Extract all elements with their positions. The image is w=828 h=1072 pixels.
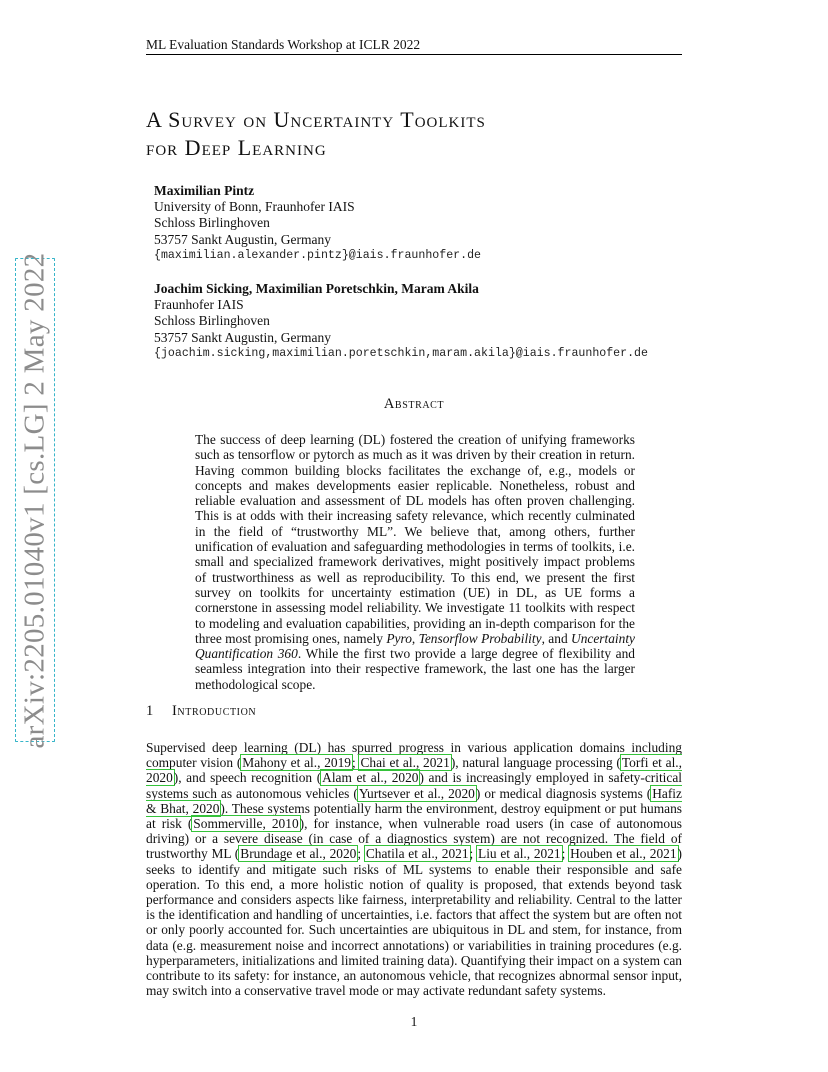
body-text: ), and speech recognition ( (173, 770, 322, 786)
author-names: Joachim Sicking, Maximilian Poretschkin, Maram Akila (154, 281, 479, 296)
page-number: 1 (410, 1014, 418, 1029)
arxiv-stamp-link[interactable] (15, 252, 55, 748)
author-block-2 (154, 281, 714, 362)
title-line-2: for Deep Learning (146, 135, 327, 160)
citation-link[interactable]: Hafiz & Bhat, 2020 (146, 785, 682, 816)
body-text: ), natural language processing ( (450, 755, 621, 771)
section-heading-introduction (146, 703, 682, 720)
author-block-1 (154, 183, 714, 264)
body-text: Supervised deep learning (DL) has spurred progress in various application domains including computer vision ( (146, 740, 682, 771)
section-number: 1 (146, 703, 154, 719)
body-text: ; (469, 846, 478, 862)
body-text: ), for instance, when vulnerable road users (in case of autonomous driving) or a severe disease (in case of a diagnostics system) are not recognized. The field of trustworthy ML ( (146, 816, 683, 862)
body-text: ) and is increasingly employed in safety-critical systems such as autonomous vehicles ( (146, 770, 683, 801)
affiliation-line: University of Bonn, Fraunhofer IAIS (154, 199, 355, 215)
toolkit-name-uq360: Uncertainty Quantification 360 (195, 630, 635, 662)
body-text: ; (351, 755, 360, 771)
citation-link[interactable]: Mahony et al., 2019 (242, 755, 351, 771)
body-text: ). These systems potentially harm the environment, destroy equipment or put humans at risk ( (146, 800, 682, 832)
arxiv-id: arXiv:2205.01040v1 [cs.LG] 2 May 2022 (18, 252, 51, 748)
body-text: ; (357, 846, 365, 862)
abstract-separator: , (411, 630, 419, 646)
toolkit-name-tfp: Tensorflow Probability (418, 630, 542, 646)
affiliation-line: 53757 Sankt Augustin, Germany (154, 329, 331, 345)
body-text: ; (561, 846, 570, 862)
author-name: Maximilian Pintz (154, 183, 255, 198)
abstract-text (195, 432, 635, 692)
paper-title (146, 106, 706, 162)
toolkit-name-pyro: Pyro (386, 630, 412, 646)
citation-link[interactable]: Torfi et al., 2020 (146, 755, 682, 786)
affiliation-line: Schloss Birlinghoven (154, 215, 270, 231)
body-text: ) or medical diagnosis systems ( (475, 785, 652, 801)
abstract-heading: Abstract (383, 396, 445, 412)
abstract-text-part: The success of deep learning (DL) fostered the creation of unifying frameworks such as tensorflow or pytorch as much as it was driven by their creation in return. Having common building blocks facilitates the exchange of, e.g., models or concepts and makes developments easier replicable. Nonetheless, robust and reliable evaluation and assessment of DL models has often proven challenging. This is at odds with their increasing safety relevance, which recently culminated in the field of “trustworthy ML”. We believe that, among others, further unification of evaluation and safeguarding methodologies in terms of toolkits, i.e. small and specialized framework derivatives, might positively impact problems of trustworthiness as well as reproducibility. To this end, we present the first survey on toolkits for uncertainty estimation (UE) in DL, as UE forms a cornerstone in assessing model reliability. We investigate 11 toolkits with respect to modeling and evaluation capabilities, providing an in-depth comparison for the three most promising ones, namely (195, 432, 635, 646)
citation-link[interactable]: Chatila et al., 2021 (365, 846, 469, 862)
abstract-text-part: . While the first two provide a large degree of flexibility and seamless integration into their respective framework, the last one has the larger methodological scope. (195, 646, 635, 692)
citation-link[interactable]: Brundage et al., 2020 (240, 846, 357, 862)
introduction-paragraph (146, 740, 682, 998)
citation-link[interactable]: Sommerville, 2010 (193, 816, 299, 832)
citation-link[interactable]: Alam et al., 2020 (322, 770, 419, 786)
citation-link[interactable]: Yurtsever et al., 2020 (358, 785, 475, 801)
citation-link[interactable]: Chai et al., 2021 (360, 755, 450, 771)
abstract-separator: , and (541, 630, 572, 646)
author-email: {joachim.sicking,maximilian.poretschkin,maram.akila}@iais.fraunhofer.de (154, 346, 648, 360)
author-email: {maximilian.alexander.pintz}@iais.fraunhofer.de (154, 248, 481, 262)
affiliation-line: Schloss Birlinghoven (154, 313, 270, 329)
citation-link[interactable]: Houben et al., 2021 (570, 846, 677, 862)
title-line-1: A Survey on Uncertainty Toolkits (146, 107, 486, 132)
section-title: Introduction (172, 703, 257, 719)
body-text: ) seeks to identify and mitigate such risks of ML systems to enable their responsible and safe operation. To this end, a more holistic notion of quality is proposed, that extends beyond task performance and considers aspects like fairness, interpretability and reliability. Central to the latter is the identification and handling of uncertainties, i.e. factors that affect the system but are often not or only poorly accounted for. Such uncertainties are ubiquitous in DL and stem, for instance, from data (e.g. measurement noise and incorrect annotations) or variabilities in training procedures (e.g. hyperparameters, initializations and limited training data). Quantifying their impact on a system can contribute to its safety: for instance, an autonomous vehicle, that recognizes abnormal sensor input, may switch into a conservative travel mode or may activate redundant safety systems. (146, 846, 682, 999)
citation-link[interactable]: Liu et al., 2021 (478, 846, 561, 862)
affiliation-line: Fraunhofer IAIS (154, 297, 244, 313)
running-header: ML Evaluation Standards Workshop at ICLR 2022 (146, 36, 682, 55)
affiliation-line: 53757 Sankt Augustin, Germany (154, 231, 331, 247)
